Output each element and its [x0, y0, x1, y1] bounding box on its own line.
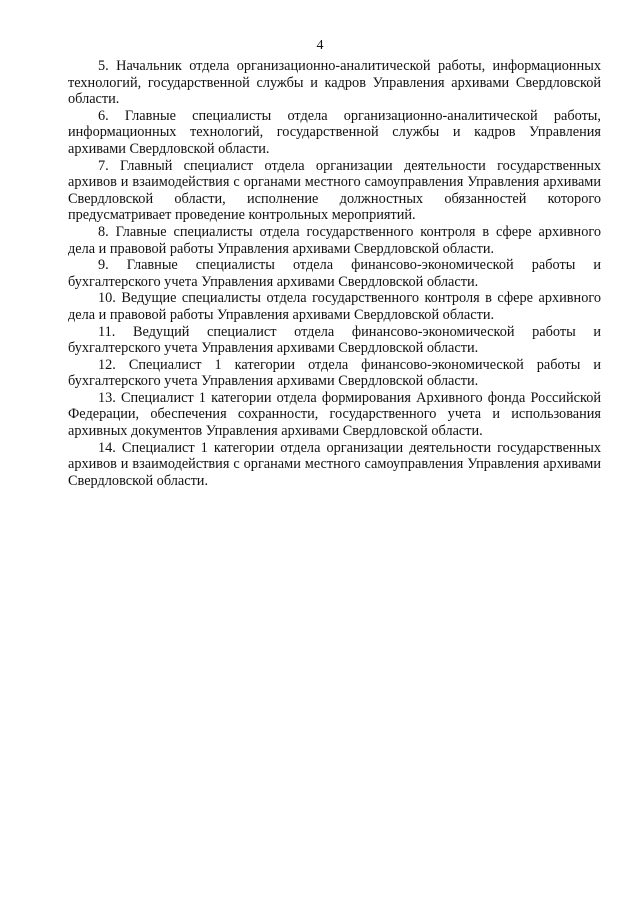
list-item: 10. Ведущие специалисты отдела государственного контроля в сфере архивного дела и правовой работы Управления архивами Свердловской области.: [68, 290, 601, 323]
list-item: 8. Главные специалисты отдела государственного контроля в сфере архивного дела и правовой работы Управления архивами Свердловской области.: [68, 223, 601, 257]
list-item: 13. Специалист 1 категории отдела формирования Архивного фонда Российской Федерации, обеспечения сохранности, государственного учета и использования архивных документов Управления архивами Свердловской области.: [68, 389, 601, 440]
list-item: 11. Ведущий специалист отдела финансово-экономической работы и бухгалтерского учета Управления архивами Свердловской области.: [68, 323, 601, 357]
list-item: 5. Начальник отдела организационно-аналитической работы, информационных технологий, государственной службы и кадров Управления архивами Свердловской области.: [68, 58, 601, 108]
list-item: 12. Специалист 1 категории отдела финансово-экономической работы и бухгалтерского учета Управления архивами Свердловской области.: [68, 356, 601, 390]
list-item: 14. Специалист 1 категории отдела организации деятельности государственных архивов и взаимодействия с органами местного самоуправления Управления архивами Свердловской области.: [68, 439, 601, 489]
page-number: 4: [316, 38, 324, 53]
list-item: 7. Главный специалист отдела организации деятельности государственных архивов и взаимодействия с органами местного самоуправления Управления архивами Свердловской области, исполнение должностных обязанностей которого предусматривает проведение контрольных мероприятий.: [68, 157, 601, 224]
document-body: [68, 58, 601, 489]
list-item: 6. Главные специалисты отдела организационно-аналитической работы, информационных технологий, государственной службы и кадров Управления архивами Свердловской области.: [68, 107, 601, 157]
list-item: 9. Главные специалисты отдела финансово-экономической работы и бухгалтерского учета Управления архивами Свердловской области.: [68, 257, 601, 290]
